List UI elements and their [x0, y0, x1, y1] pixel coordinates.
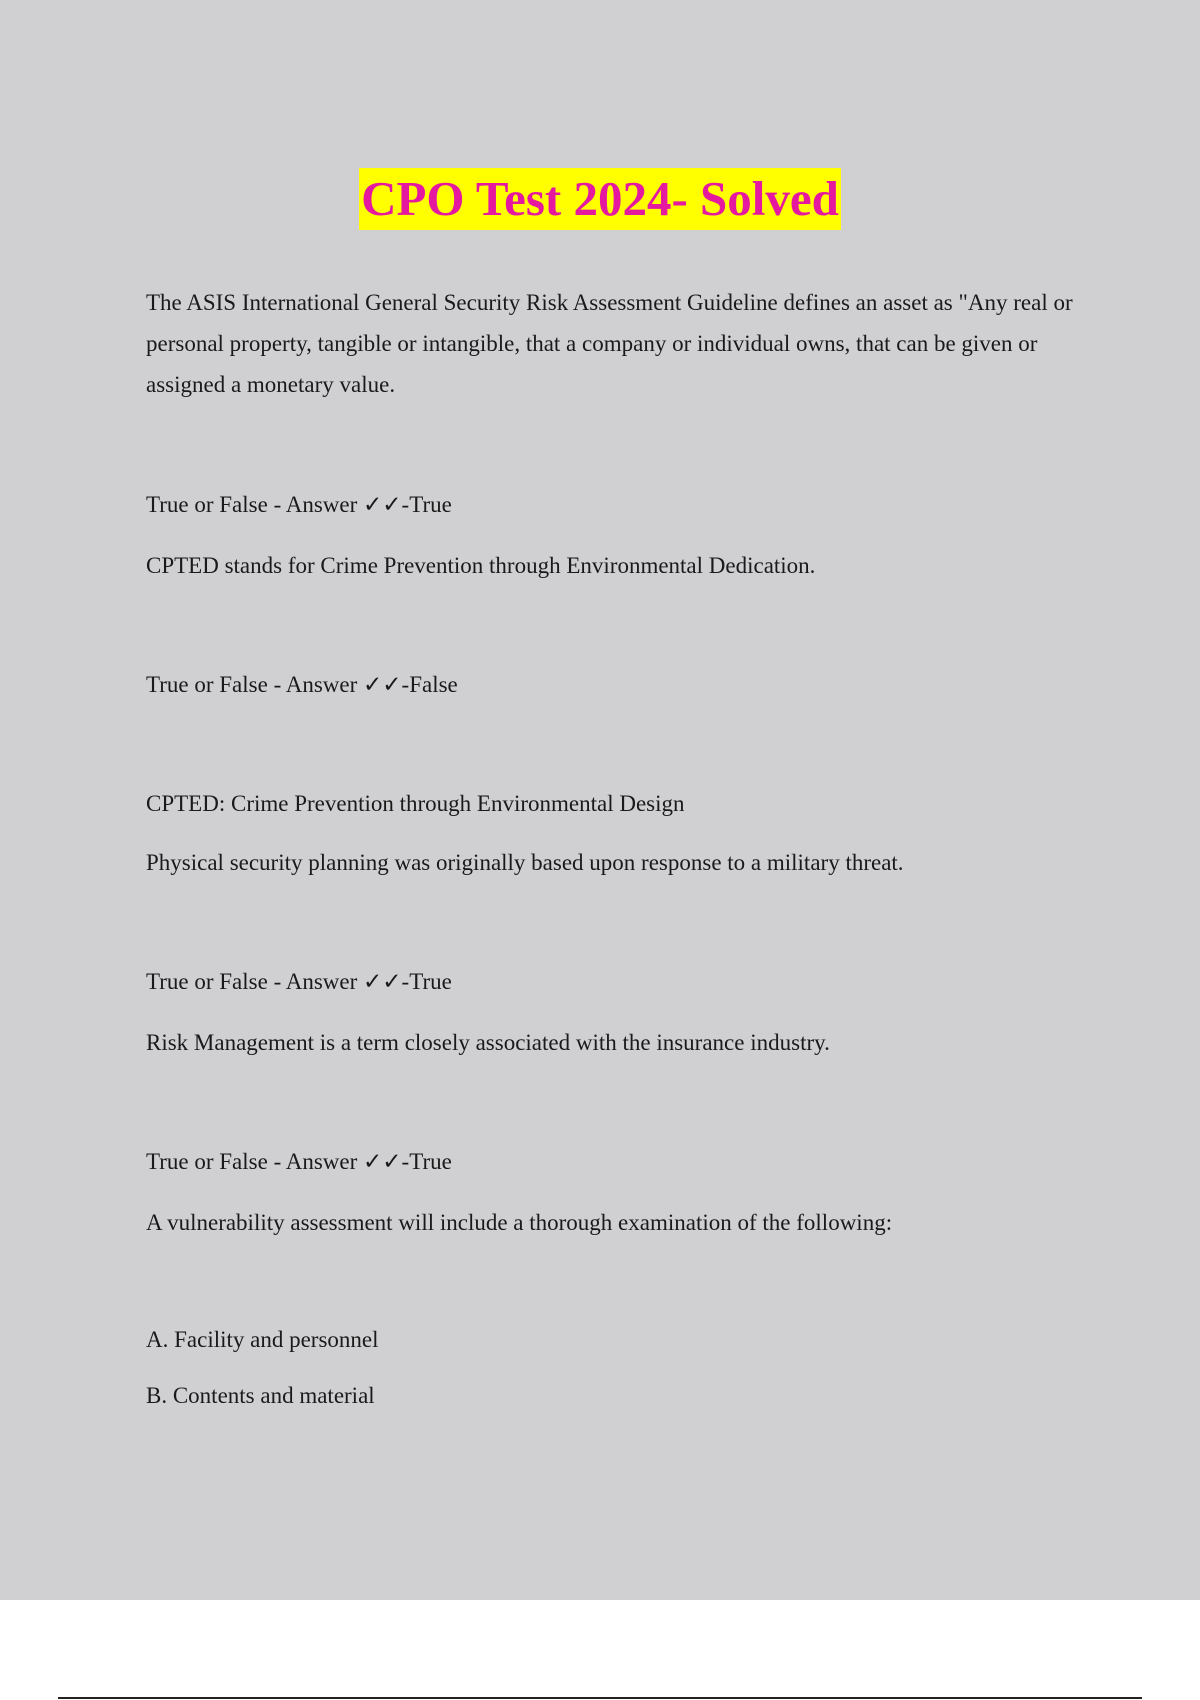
- footer-divider: [58, 1697, 1142, 1699]
- intro-paragraph: The ASIS International General Security Risk Assessment Guideline defines an asset as "Any real or personal property, tangible or intangible, that a company or individual owns, that can be given or assigned a monetary value.: [146, 290, 1073, 397]
- question-line: Risk Management is a term closely associated with the insurance industry.: [146, 1030, 830, 1055]
- question-line: Physical security planning was originally based upon response to a military threat.: [146, 850, 904, 875]
- question-line: CPTED stands for Crime Prevention through Environmental Dedication.: [146, 553, 816, 578]
- option-line: A. Facility and personnel: [146, 1327, 379, 1352]
- definition-line: CPTED: Crime Prevention through Environmental Design: [146, 791, 685, 816]
- answer-line: True or False - Answer ✓✓-False: [146, 672, 458, 697]
- answer-line: True or False - Answer ✓✓-True: [146, 492, 452, 517]
- answer-line: True or False - Answer ✓✓-True: [146, 1149, 452, 1174]
- option-line: B. Contents and material: [146, 1383, 375, 1408]
- title-container: [0, 168, 1200, 230]
- question-line: A vulnerability assessment will include a thorough examination of the following:: [146, 1210, 893, 1235]
- answer-line: True or False - Answer ✓✓-True: [146, 969, 452, 994]
- document-title: CPO Test 2024- Solved: [359, 168, 841, 230]
